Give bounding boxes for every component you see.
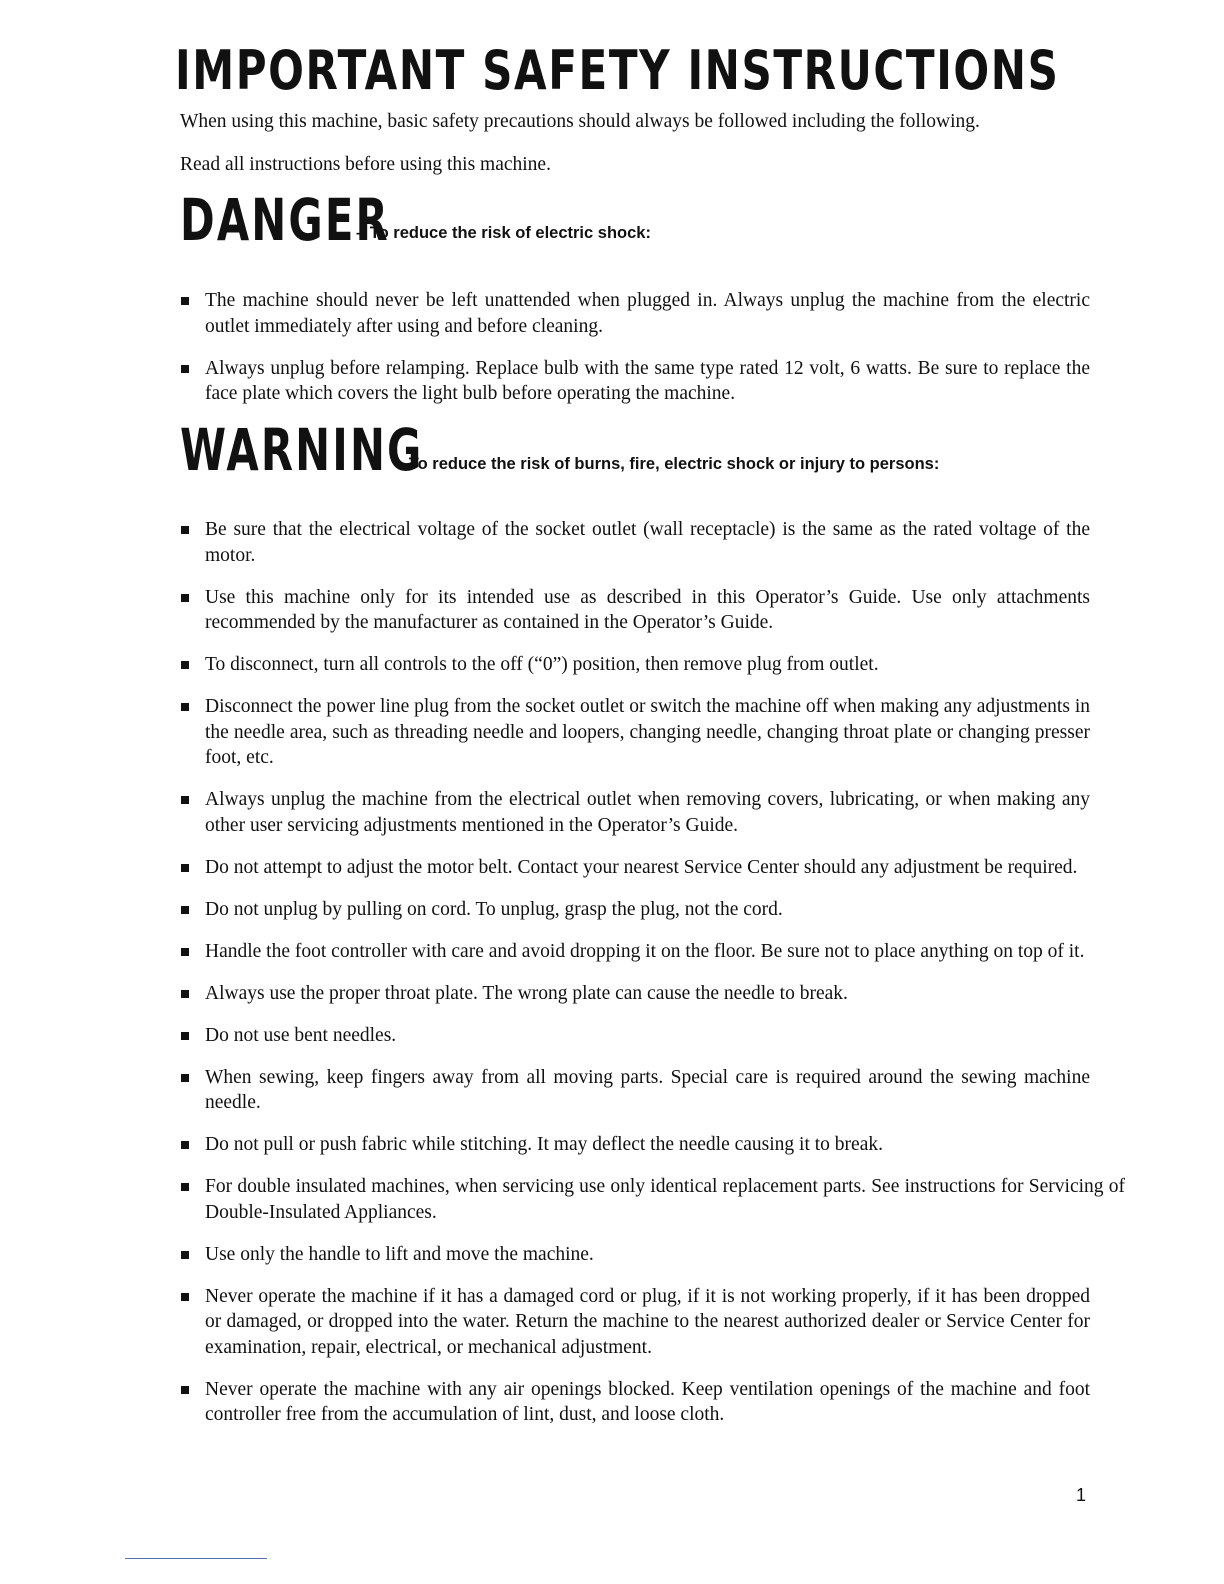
warning-item — [180, 939, 1090, 965]
bullet-square-icon — [181, 906, 189, 914]
warning-item-text: Always use the proper throat plate. The wrong plate can cause the needle to break. — [205, 982, 848, 1004]
warning-item — [180, 1174, 1125, 1225]
bullet-square-icon — [181, 864, 189, 872]
bullet-square-icon — [181, 661, 189, 669]
warning-item-text: Do not attempt to adjust the motor belt. Contact your nearest Service Center should any adjustment be required. — [205, 856, 1078, 878]
warning-item-text: Always unplug the machine from the electrical outlet when removing covers, lubricating, or when making any other user servicing adjustments mentioned in the Operator’s Guide. — [205, 789, 1090, 836]
danger-item — [180, 356, 1090, 407]
warning-heading-text: WARNING — [180, 416, 424, 484]
warning-item — [180, 981, 1090, 1007]
warning-item-text: Disconnect the power line plug from the socket outlet or switch the machine off when making any adjustments in the needle area, such as threading needle and loopers, changing needle, changing throat plate or changing presser foot, etc. — [205, 696, 1090, 768]
warning-item-text: Never operate the machine if it has a damaged cord or plug, if it is not working properly, if it has been dropped or damaged, or dropped into the water. Return the machine to the nearest authorized dealer or Service Center for examination, repair, electrical, or mechanical adjustment. — [205, 1285, 1090, 1358]
warning-item — [180, 694, 1090, 771]
warning-item — [180, 517, 1090, 568]
warning-item — [180, 897, 1090, 923]
warning-list — [180, 517, 1125, 1444]
warning-item — [180, 1023, 1090, 1049]
bullet-square-icon — [181, 990, 189, 998]
warning-item-text: Do not pull or push fabric while stitching. It may deflect the needle causing it to break. — [205, 1134, 883, 1155]
warning-item — [180, 1065, 1090, 1116]
bullet-square-icon — [181, 948, 189, 956]
bullet-square-icon — [181, 297, 189, 305]
intro-line-read-instructions: Read all instructions before using this machine. — [180, 154, 551, 175]
bullet-square-icon — [181, 594, 189, 602]
bullet-square-icon — [181, 1293, 189, 1301]
warning-item — [180, 787, 1090, 838]
danger-item-text: Always unplug before relamping. Replace bulb with the same type rated 12 volt, 6 watts. Be sure to replace the face plate which covers the light bulb before operating the machine. — [205, 357, 1090, 404]
danger-subtitle: – To reduce the risk of electric shock: — [356, 224, 651, 242]
bullet-square-icon — [181, 1141, 189, 1149]
warning-item — [180, 1284, 1090, 1361]
bullet-square-icon — [181, 365, 189, 373]
bullet-square-icon — [181, 1251, 189, 1259]
bullet-square-icon — [181, 1032, 189, 1040]
warning-subtitle: – To reduce the risk of burns, fire, electric shock or injury to persons: — [395, 455, 940, 473]
scan-artifact-line — [125, 1558, 267, 1559]
intro-line-precautions: When using this machine, basic safety precautions should always be followed including the following. — [180, 111, 980, 132]
danger-list — [180, 288, 1090, 423]
bullet-square-icon — [181, 796, 189, 804]
bullet-square-icon — [181, 1183, 189, 1191]
warning-item — [180, 1242, 1090, 1268]
page-title: IMPORTANT SAFETY INSTRUCTIONS — [175, 39, 1060, 102]
warning-item-text: Do not unplug by pulling on cord. To unplug, grasp the plug, not the cord. — [205, 898, 783, 920]
bullet-square-icon — [181, 526, 189, 534]
warning-item-text: Use this machine only for its intended use as described in this Operator’s Guide. Use only attachments recommended by the manufacturer as contained in the Operator’s Guide. — [205, 586, 1090, 633]
warning-item-text: Do not use bent needles. — [205, 1024, 397, 1046]
warning-item-text: Never operate the machine with any air openings blocked. Keep ventilation openings of the machine and foot controller free from the accumulation of lint, dust, and loose cloth. — [205, 1378, 1090, 1425]
page-number: 1 — [1076, 1485, 1087, 1505]
warning-item — [180, 585, 1090, 636]
warning-item-text: Use only the handle to lift and move the machine. — [205, 1243, 594, 1265]
danger-item — [180, 288, 1090, 339]
warning-item-text: Handle the foot controller with care and avoid dropping it on the floor. Be sure not to place anything on top of it. — [205, 940, 1085, 962]
danger-item-text: The machine should never be left unattended when plugged in. Always unplug the machine from the electric outlet immediately after using and before cleaning. — [205, 290, 1090, 337]
bullet-square-icon — [181, 703, 189, 711]
warning-item — [180, 1377, 1090, 1428]
warning-item-text: For double insulated machines, when servicing use only identical replacement parts. See instructions for Servicing of Double-Insulated Appliances. — [205, 1176, 1125, 1223]
warning-item-text: When sewing, keep fingers away from all moving parts. Special care is required around the sewing machine needle. — [205, 1066, 1090, 1113]
warning-item — [180, 855, 1090, 881]
bullet-square-icon — [181, 1074, 189, 1082]
warning-item-text: Be sure that the electrical voltage of the socket outlet (wall receptacle) is the same as the rated voltage of the motor. — [205, 519, 1090, 566]
danger-heading-text: DANGER — [180, 186, 390, 254]
warning-item — [180, 1132, 1090, 1158]
bullet-square-icon — [181, 1386, 189, 1394]
warning-item-text: To disconnect, turn all controls to the off (“0”) position, then remove plug from outlet. — [205, 654, 879, 675]
warning-item — [180, 652, 1090, 678]
